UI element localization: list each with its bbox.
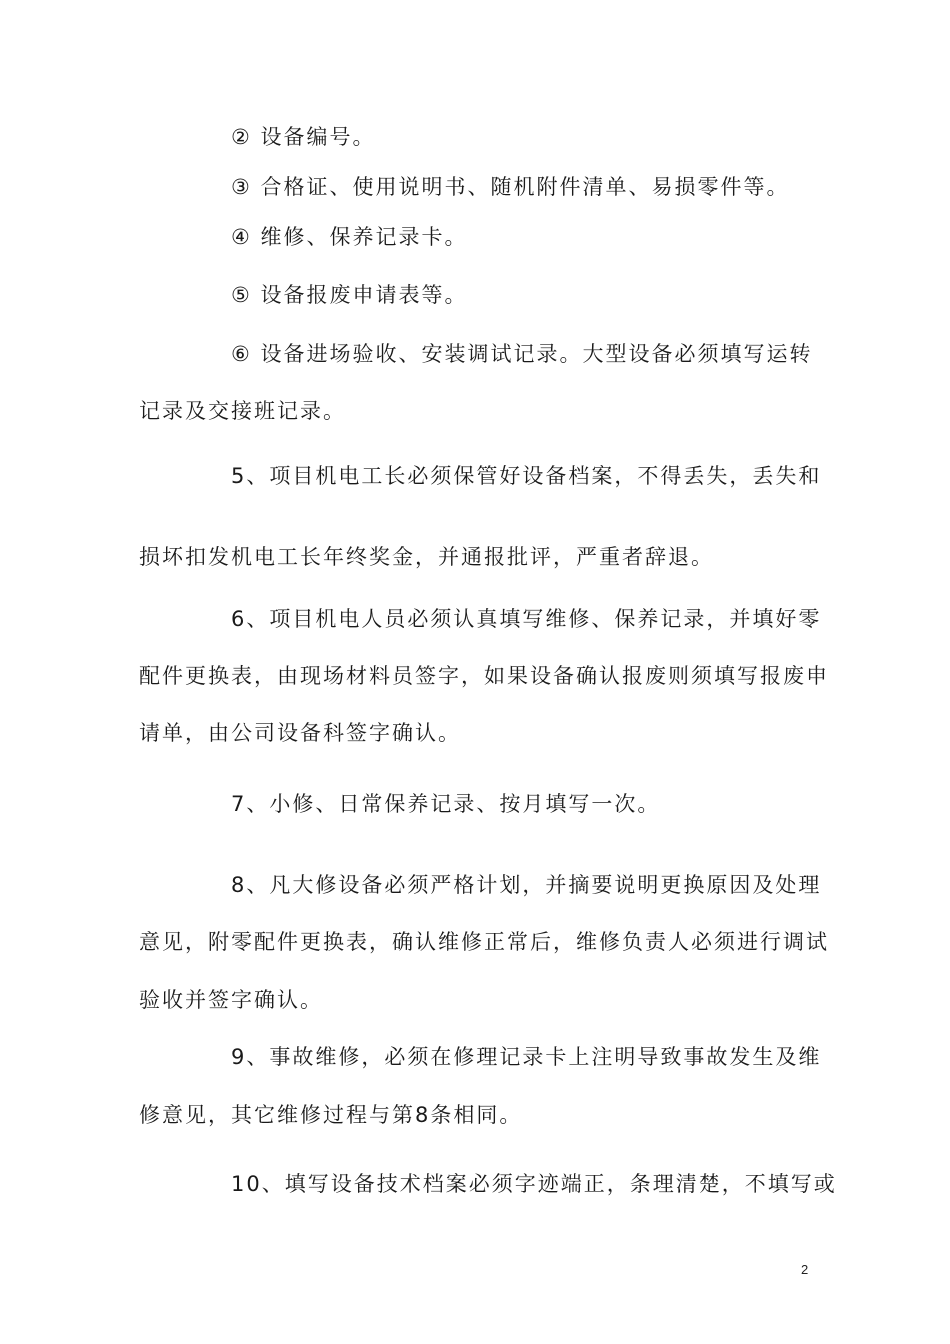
list-item-6-line1: ⑥ 设备进场验收、安装调试记录。大型设备必须填写运转	[231, 342, 813, 366]
paragraph-9-line1: 9、事故维修，必须在修理记录卡上注明导致事故发生及维	[231, 1045, 822, 1069]
list-item-6-line2: 记录及交接班记录。	[139, 399, 346, 423]
paragraph-5-line2: 损坏扣发机电工长年终奖金，并通报批评，严重者辞退。	[139, 545, 714, 569]
paragraph-7-line1: 7、小修、日常保养记录、按月填写一次。	[231, 792, 661, 816]
list-item-3: ③ 合格证、使用说明书、随机附件清单、易损零件等。	[231, 175, 790, 199]
page-number: 2	[801, 1262, 809, 1277]
list-item-4: ④ 维修、保养记录卡。	[231, 225, 468, 249]
paragraph-5-line1: 5、项目机电工长必须保管好设备档案，不得丢失，丢失和	[231, 464, 822, 488]
paragraph-6-line2: 配件更换表，由现场材料员签字，如果设备确认报废则须填写报废申	[139, 664, 829, 688]
list-item-2: ② 设备编号。	[231, 125, 376, 149]
list-item-5: ⑤ 设备报废申请表等。	[231, 283, 468, 307]
paragraph-6-line1: 6、项目机电人员必须认真填写维修、保养记录，并填好零	[231, 607, 822, 631]
paragraph-8-line2: 意见，附零配件更换表，确认维修正常后，维修负责人必须进行调试	[139, 930, 829, 954]
paragraph-6-line3: 请单，由公司设备科签字确认。	[139, 721, 461, 745]
paragraph-9-line2: 修意见，其它维修过程与第8条相同。	[139, 1103, 523, 1127]
paragraph-8-line3: 验收并签字确认。	[139, 988, 323, 1012]
paragraph-10-line1: 10、填写设备技术档案必须字迹端正，条理清楚，不填写或	[231, 1172, 837, 1196]
paragraph-8-line1: 8、凡大修设备必须严格计划，并摘要说明更换原因及处理	[231, 873, 822, 897]
